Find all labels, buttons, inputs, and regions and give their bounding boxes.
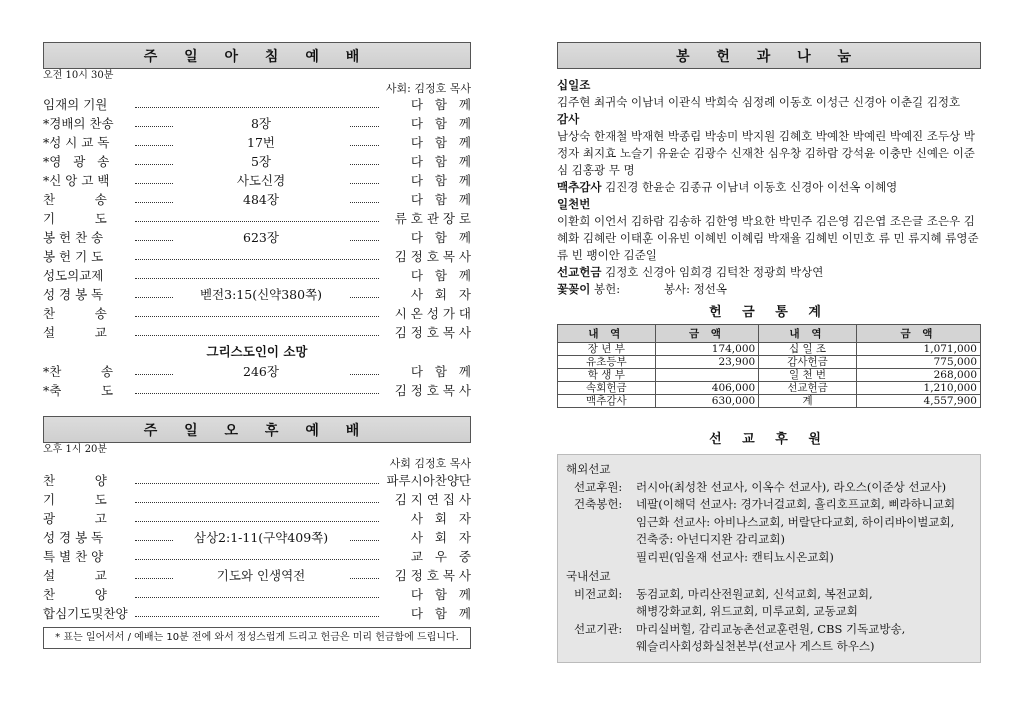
order-row xyxy=(43,509,471,528)
table-cell: 선교헌금 xyxy=(759,382,857,395)
table-row xyxy=(558,395,981,408)
table-cell: 일 천 번 xyxy=(759,369,857,382)
table-cell: 학 생 부 xyxy=(558,369,656,382)
thanks-label: 감사 xyxy=(557,112,580,126)
ilcheon-label: 일천번 xyxy=(557,197,591,211)
order-item-label: *성 시 교 독 xyxy=(43,135,110,150)
leader-dots xyxy=(135,316,379,317)
order-item-label: 성 경 봉 독 xyxy=(43,287,104,302)
order-item-label: 봉 헌 기 도 xyxy=(43,249,104,264)
table-cell: 십 일 조 xyxy=(759,343,857,356)
tithe-names: 김주현 최귀숙 이남녀 이관식 박희숙 심정례 이동호 이성근 신경아 이춘길 김정호 xyxy=(557,95,961,109)
support-recipients: 동검교회, 마리산전원교회, 신석교회, 복전교회, xyxy=(636,586,873,601)
order-item-person: 다 함 께 xyxy=(410,364,471,379)
malchu-label: 맥추감사 xyxy=(557,180,602,194)
table-cell: 속회헌금 xyxy=(558,382,656,395)
table-cell: 23,900 xyxy=(655,356,759,369)
order-row xyxy=(43,152,471,171)
leader-dots xyxy=(135,483,379,484)
order-item-person: 다 함 께 xyxy=(410,230,471,245)
support-line xyxy=(566,586,972,604)
morning-service-header: 주 일 아 침 예 배 xyxy=(43,42,471,69)
support-category: 선교후원: xyxy=(574,479,623,494)
support-category xyxy=(566,638,636,656)
order-item-label: 찬 송 xyxy=(43,306,107,321)
support-line xyxy=(566,603,972,621)
support-line xyxy=(566,638,972,656)
order-item-person: 사 회 자 xyxy=(410,511,471,526)
table-row xyxy=(558,382,981,395)
table-cell xyxy=(655,369,759,382)
offering-stats-table xyxy=(557,324,981,408)
support-category xyxy=(566,514,636,532)
table-cell: 4,557,900 xyxy=(856,395,980,408)
order-item-detail: 17번 xyxy=(173,133,349,152)
order-row xyxy=(43,304,471,323)
ilcheon-names: 이환희 이언서 김하람 김송하 김한영 박요한 박민주 김은영 김은엽 조은글 조은우 김혜화 김혜란 이태훈 이유빈 이혜빈 이혜림 박재율 김혜빈 이민호 류 민 류지혜 류영준 류 빈 팽이안 김준일 xyxy=(557,214,979,262)
table-cell: 장 년 부 xyxy=(558,343,656,356)
stats-title: 헌 금 통 계 xyxy=(709,305,829,320)
order-item-label: 설 교 xyxy=(43,568,107,583)
morning-time: 오전 10시 30분 xyxy=(43,70,114,81)
leader-dots xyxy=(135,335,379,336)
order-row xyxy=(43,190,471,209)
order-item-label: *신 앙 고 백 xyxy=(43,173,110,188)
support-category xyxy=(566,531,636,549)
support-recipients: 러시아(최성찬 선교사, 이옥수 선교사), 라오스(이준상 선교사) xyxy=(636,479,947,494)
leader-dots xyxy=(135,521,379,522)
right-column xyxy=(557,42,981,663)
order-row xyxy=(43,566,471,585)
tithe-label: 십일조 xyxy=(557,78,591,92)
order-item-person: 다 함 께 xyxy=(410,154,471,169)
table-cell: 775,000 xyxy=(856,356,980,369)
afternoon-service-header: 주 일 오 후 예 배 xyxy=(43,416,471,443)
order-item-label: *영 광 송 xyxy=(43,154,110,169)
order-item-label: 임재의 기원 xyxy=(43,97,108,112)
order-item-person: 다 함 께 xyxy=(410,116,471,131)
leader-dots xyxy=(135,502,379,503)
order-item-person: 김 정 호 목 사 xyxy=(394,325,471,340)
afternoon-order-list xyxy=(43,471,471,623)
order-item-person: 사 회 자 xyxy=(410,287,471,302)
order-item-label: 설 교 xyxy=(43,325,107,340)
morning-leader: 사회: 김정호 목사 xyxy=(385,82,471,95)
support-line xyxy=(566,549,972,567)
order-item-label: 성도의교제 xyxy=(43,268,104,283)
order-item-label: *경배의 찬송 xyxy=(43,116,114,131)
support-title: 선 교 후 원 xyxy=(709,431,829,447)
order-item-person: 사 회 자 xyxy=(410,530,471,545)
order-item-label: 찬 양 xyxy=(43,587,107,602)
support-recipients: 해병강화교회, 위드교회, 미루교회, 교동교회 xyxy=(636,604,858,618)
support-recipients: 마리실버힐, 감리교농촌선교훈련원, CBS 기독교방송, xyxy=(636,621,906,636)
order-item-detail: 사도신경 xyxy=(173,171,349,190)
table-row xyxy=(558,356,981,369)
support-category xyxy=(566,549,636,567)
order-item-label: 기 도 xyxy=(43,211,107,226)
mission-support-box xyxy=(557,454,981,663)
table-cell: 맥추감사 xyxy=(558,395,656,408)
order-item-person: 류 호 관 장 로 xyxy=(394,211,471,226)
leader-dots xyxy=(135,278,379,279)
order-row xyxy=(43,528,471,547)
order-row xyxy=(43,604,471,623)
order-item-label: *찬 송 xyxy=(43,364,114,379)
order-item-detail: 기도와 인생역전 xyxy=(173,566,349,585)
support-line xyxy=(566,531,972,549)
stats-column-header: 내 역 xyxy=(558,325,656,343)
order-row xyxy=(43,209,471,228)
leader-dots xyxy=(135,259,379,260)
leader-dots xyxy=(135,597,379,598)
thanks-names: 남상숙 한재철 박재현 박종림 박송미 박지원 김혜호 박예찬 박예린 박예진 조두상 박정자 최지효 노슬기 유윤순 김광수 신재찬 심우창 김하람 강석윤 이충만 신예은 이준심 김홍광 무 명 xyxy=(557,129,975,177)
table-cell: 174,000 xyxy=(655,343,759,356)
flower-text: 봉헌: 봉사: 정선옥 xyxy=(593,282,728,296)
flower-label: 꽃꽂이 xyxy=(557,282,591,296)
sermon-title: 그리스도인이 소망 xyxy=(206,344,308,359)
table-cell: 유초등부 xyxy=(558,356,656,369)
support-line xyxy=(566,514,972,532)
table-cell: 406,000 xyxy=(655,382,759,395)
offering-list xyxy=(557,77,981,298)
order-row xyxy=(43,133,471,152)
mission-offering-names: 김정호 신경아 임희경 김턱찬 정광희 박상연 xyxy=(605,265,824,279)
support-line xyxy=(566,621,972,639)
malchu-names: 김진경 한윤순 김종규 이남녀 이동호 신경아 이선옥 이혜영 xyxy=(605,180,898,194)
table-cell: 630,000 xyxy=(655,395,759,408)
left-column xyxy=(43,42,471,649)
table-row xyxy=(558,369,981,382)
order-item-label: 합심기도및찬양 xyxy=(43,606,128,621)
order-row xyxy=(43,490,471,509)
leader-dots xyxy=(135,107,379,108)
order-item-detail: 삼상2:1-11(구약409쪽) xyxy=(173,528,349,547)
support-recipients: 건축중: 아넌디지완 감리교회) xyxy=(636,532,785,546)
support-recipients: 임근화 선교사: 아비나스교회, 버랄단다교회, 하이리바이벌교회, xyxy=(636,514,955,529)
support-line xyxy=(566,479,972,497)
order-item-detail: 5장 xyxy=(173,152,349,171)
order-item-detail: 623장 xyxy=(173,228,349,247)
afternoon-time: 오후 1시 20분 xyxy=(43,444,108,455)
order-row xyxy=(43,381,471,400)
order-item-person: 다 함 께 xyxy=(410,192,471,207)
order-item-person: 다 함 께 xyxy=(410,97,471,112)
order-row xyxy=(43,266,471,285)
table-cell: 감사헌금 xyxy=(759,356,857,369)
leader-dots xyxy=(135,221,379,222)
order-item-person: 김 정 호 목 사 xyxy=(394,249,471,264)
footnote: * 표는 일어서서 / 예배는 10분 전에 와서 정성스럽게 드리고 헌금은 미리 헌금함에 드립니다. xyxy=(43,627,471,649)
order-item-label: 광 고 xyxy=(43,511,107,526)
order-item-person: 파루시아찬양단 xyxy=(386,473,471,488)
table-cell: 계 xyxy=(759,395,857,408)
order-item-person: 시 온 성 가 대 xyxy=(394,306,471,321)
table-cell: 1,210,000 xyxy=(856,382,980,395)
support-category xyxy=(566,603,636,621)
order-item-person: 다 함 께 xyxy=(410,606,471,621)
leader-dots xyxy=(135,393,379,394)
stats-column-header: 내 역 xyxy=(759,325,857,343)
leader-dots xyxy=(135,616,379,617)
support-category: 선교기관: xyxy=(574,621,623,636)
order-item-detail: 246장 xyxy=(173,362,349,381)
order-row xyxy=(43,95,471,114)
order-item-person: 다 함 께 xyxy=(410,268,471,283)
order-row xyxy=(43,114,471,133)
order-item-person: 김 정 호 목 사 xyxy=(394,568,471,583)
order-row xyxy=(43,171,471,190)
order-row xyxy=(43,585,471,604)
order-row xyxy=(43,228,471,247)
stats-column-header: 금 액 xyxy=(655,325,759,343)
stats-column-header: 금 액 xyxy=(856,325,980,343)
order-row xyxy=(43,362,471,381)
order-item-label: *축 도 xyxy=(43,383,114,398)
order-row xyxy=(43,471,471,490)
morning-closing-list xyxy=(43,362,471,400)
order-item-person: 김 정 호 목 사 xyxy=(394,383,471,398)
order-item-person: 다 함 께 xyxy=(410,173,471,188)
domestic-label: 국내선교 xyxy=(566,569,611,583)
order-item-person: 다 함 께 xyxy=(410,135,471,150)
order-row xyxy=(43,323,471,342)
order-row xyxy=(43,285,471,304)
order-row xyxy=(43,547,471,566)
mission-offering-label: 선교헌금 xyxy=(557,265,602,279)
order-item-person: 다 함 께 xyxy=(410,587,471,602)
table-cell: 1,071,000 xyxy=(856,343,980,356)
support-line xyxy=(566,496,972,514)
table-cell: 268,000 xyxy=(856,369,980,382)
order-item-person: 교 우 중 xyxy=(410,549,471,564)
support-recipients: 네팔(이해덕 선교사: 경가너걸교회, 흘리호프교회, 삐라하니교회 xyxy=(636,497,956,511)
afternoon-leader: 사회 김정호 목사 xyxy=(389,457,471,470)
order-item-label: 기 도 xyxy=(43,492,107,507)
leader-dots xyxy=(135,559,379,560)
support-category: 건축봉헌: xyxy=(574,497,623,511)
overseas-label: 해외선교 xyxy=(566,462,611,476)
order-item-label: 봉 헌 찬 송 xyxy=(43,230,104,245)
support-recipients: 필리핀(임올재 선교사: 캔티뇨시온교회) xyxy=(636,549,834,564)
table-row xyxy=(558,343,981,356)
order-item-detail: 484장 xyxy=(173,190,349,209)
order-item-detail: 벧전3:15(신약380쪽) xyxy=(173,285,349,304)
order-row xyxy=(43,247,471,266)
order-item-detail: 8장 xyxy=(173,114,349,133)
order-item-label: 특 별 찬 양 xyxy=(43,549,104,564)
offering-header: 봉 헌 과 나 눔 xyxy=(557,42,981,69)
order-item-person: 김 지 연 집 사 xyxy=(394,492,471,507)
support-category: 비전교회: xyxy=(574,586,623,601)
order-item-label: 찬 양 xyxy=(43,473,107,488)
support-recipients: 웨슬리사회성화실천본부(선교사 게스트 하우스) xyxy=(636,639,875,653)
order-item-label: 성 경 봉 독 xyxy=(43,530,104,545)
order-item-label: 찬 송 xyxy=(43,192,107,207)
morning-order-list xyxy=(43,95,471,342)
